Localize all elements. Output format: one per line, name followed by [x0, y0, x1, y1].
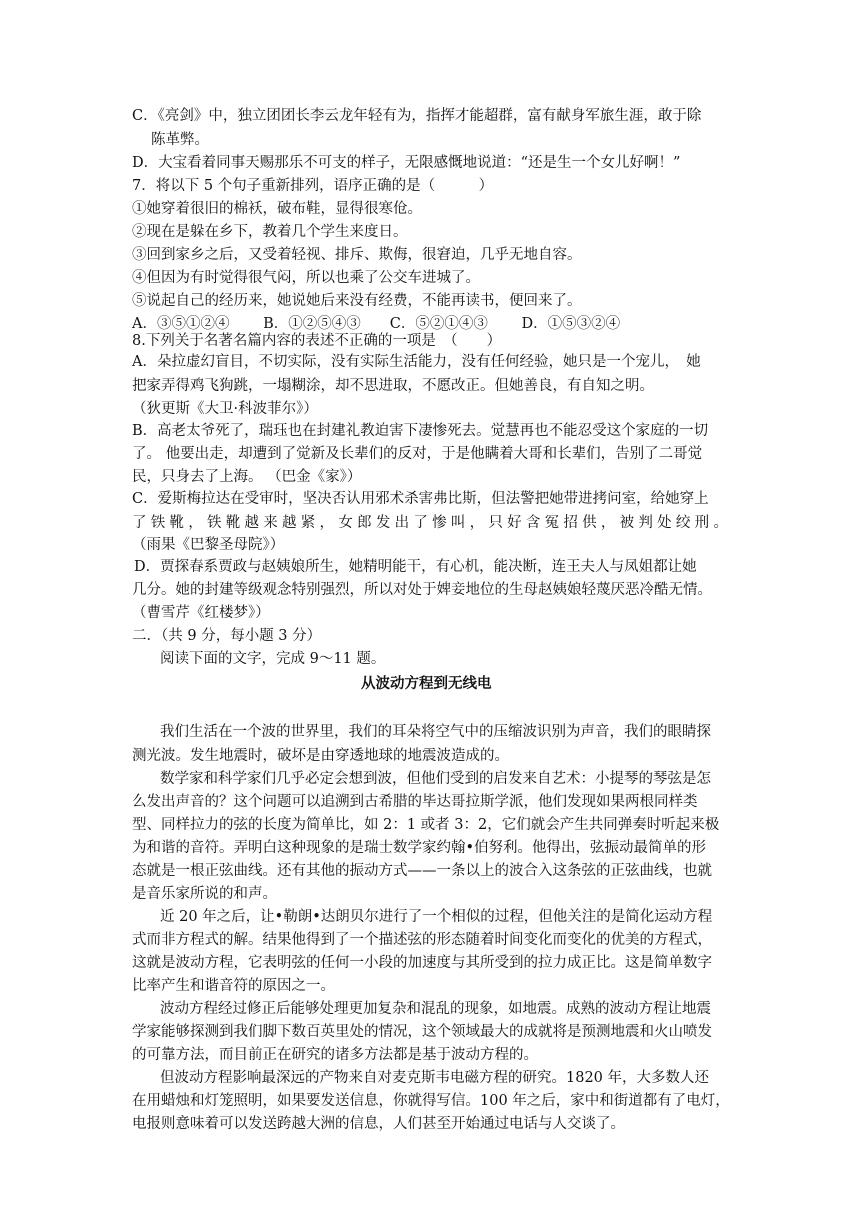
article-line: 数学家和科学家们几乎必定会想到波，但他们受到的启发来自艺术：小提琴的琴弦是怎 — [160, 771, 711, 787]
article-line: 近 20 年之后，让•勒朗•达朗贝尔进行了一个相似的过程，但他关注的是简化运动方程 — [160, 909, 713, 925]
article-line: 式而非方程式的解。结果他得到了一个描述弦的形态随着时间变化而变化的优美的方程式， — [132, 932, 712, 948]
q8-option-d-line2: 几分。她的封建等级观念特别强烈，所以对处于婢妾地位的生母赵姨娘轻蔑厌恶冷酷无情。 — [132, 582, 712, 598]
article-line: 学家能够探测到我们脚下数百英里处的情况，这个领域最大的成就将是预测地震和火山喷发 — [132, 1024, 712, 1040]
section-2-instruction: 阅读下面的文字，完成 9～11 题。 — [160, 651, 386, 667]
article-line: 在用蜡烛和灯笼照明，如果要发送信息，你就得写信。100 年之后，家中和街道都有了电灯， — [132, 1093, 730, 1109]
q8-option-c-line1: C．爱斯梅拉达在受审时，坚决否认用邪术杀害弗比斯，但法警把她带进拷问室，给她穿上 — [132, 491, 709, 507]
q7-options: A．③⑤①②④ B．①②⑤④③ C．⑤②①④③ D．①⑤③②④ — [132, 316, 621, 332]
article-line: 比率产生和谐音符的原因之一。 — [132, 978, 335, 994]
article-line: 这就是波动方程，它表明弦的任何一小段的加速度与其所受到的拉力成正比。这是简单数字 — [132, 955, 712, 971]
q8-option-a-source: （狄更斯《大卫·科波菲尔》） — [132, 401, 318, 417]
article-line: 态就是一根正弦曲线。还有其他的振动方式——一条以上的波合入这条弦的正弦曲线，也就 — [132, 863, 712, 879]
article-line: 测光波。发生地震时，破坏是由穿透地球的地震波造成的。 — [132, 748, 509, 764]
article-title: 从波动方程到无线电 — [361, 676, 492, 692]
q8-option-c-source: （雨果《巴黎圣母院》） — [132, 537, 285, 553]
article-line: 波动方程经过修正后能够处理更加复杂和混乱的现象，如地震。成熟的波动方程让地震 — [160, 1001, 711, 1017]
article-line: 么发出声音的？这个问题可以追溯到古希腊的毕达哥拉斯学派，他们发现如果两根同样类 — [132, 794, 698, 810]
q8-option-b-line3: 民，只身去了上海。 （巴金《家》） — [132, 469, 362, 485]
q8-option-b-line2: 了。 他要出走，却遭到了觉新及长辈们的反对，于是他瞒着大哥和长辈们，告别了二哥觉 — [132, 446, 703, 462]
q6-option-d: D．大宝看着同事天赐那乐不可支的样子，无限感慨地说道：“还是生一个女儿好啊！” — [132, 155, 681, 171]
article-line: 我们生活在一个波的世界里，我们的耳朵将空气中的压缩波识别为声音，我们的眼睛探 — [160, 724, 711, 740]
q8-option-c-line2: 了铁靴，铁靴越来越紧，女郎发出了惨叫，只好含冤招供，被判处绞刑。 — [132, 515, 733, 531]
q6-option-c-line2: 陈革弊。 — [151, 132, 209, 148]
article-line: 的可靠方法，而目前正在研究的诸多方法都是基于波动方程的。 — [132, 1047, 538, 1063]
article-line: 但波动方程影响最深远的产物来自对麦克斯韦电磁方程的研究。1820 年，大多数人还 — [160, 1070, 710, 1086]
q7-sentence-4: ④但因为有时觉得很气闷，所以也乘了公交车进城了。 — [132, 270, 480, 286]
q8-option-a-line2: 把家弄得鸡飞狗跳，一塌糊涂，却不思进取，不愿改正。但她善良，有自知之明。 — [132, 378, 654, 394]
q8-option-a-line1: A．朵拉虚幻盲目，不切实际，没有实际生活能力，没有任何经验，她只是一个宠儿， 她 — [132, 354, 701, 370]
q8-option-d-line1: D．贾探春系贾政与赵姨娘所生，她精明能干，有心机，能决断，连王夫人与凤姐都让她 — [134, 559, 697, 575]
q7-sentence-2: ②现在是躲在乡下，教着几个学生来度日。 — [132, 224, 408, 240]
article-line: 型、同样拉力的弦的长度为简单比，如 2：1 或者 3：2，它们就会产生共同弹奏时听起来极 — [132, 817, 720, 833]
q8-option-d-source: （曹雪芹《红楼梦》） — [132, 605, 270, 621]
section-2-heading: 二．（共 9 分，每小题 3 分） — [132, 628, 322, 644]
q7-sentence-3: ③回到家乡之后，又受着轻视、排斥、欺侮，很窘迫，几乎无地自容。 — [132, 247, 582, 263]
q7-sentence-1: ①她穿着很旧的棉袄，破布鞋，显得很寒伧。 — [132, 201, 422, 217]
q7-sentence-5: ⑤说起自己的经历来，她说她后来没有经费，不能再读书，便回来了。 — [132, 293, 582, 309]
article-line: 是音乐家所说的和声。 — [132, 886, 277, 902]
q6-option-c-line1: C．《亮剑》中，独立团团长李云龙年轻有为，指挥才能超群，富有献身军旅生涯，敢于除 — [132, 108, 702, 124]
article-line: 电报则意味着可以发送跨越大洲的信息，人们甚至开始通过电话与人交谈了。 — [132, 1116, 625, 1132]
q7-stem: 7．将以下 5 个句子重新排列，语序正确的是（ ） — [132, 178, 494, 194]
q8-option-b-line1: B．高老太爷死了，瑞珏也在封建礼教迫害下凄惨死去。觉慧再也不能忍受这个家庭的一切 — [132, 423, 709, 439]
article-line: 为和谐的音符。弄明白这种现象的是瑞士数学家约翰•伯努利。他得出，弦振动最简单的形 — [132, 840, 707, 856]
q8-stem: 8.下列关于名著名篇内容的表述不正确的一项是 （ ） — [132, 333, 502, 349]
